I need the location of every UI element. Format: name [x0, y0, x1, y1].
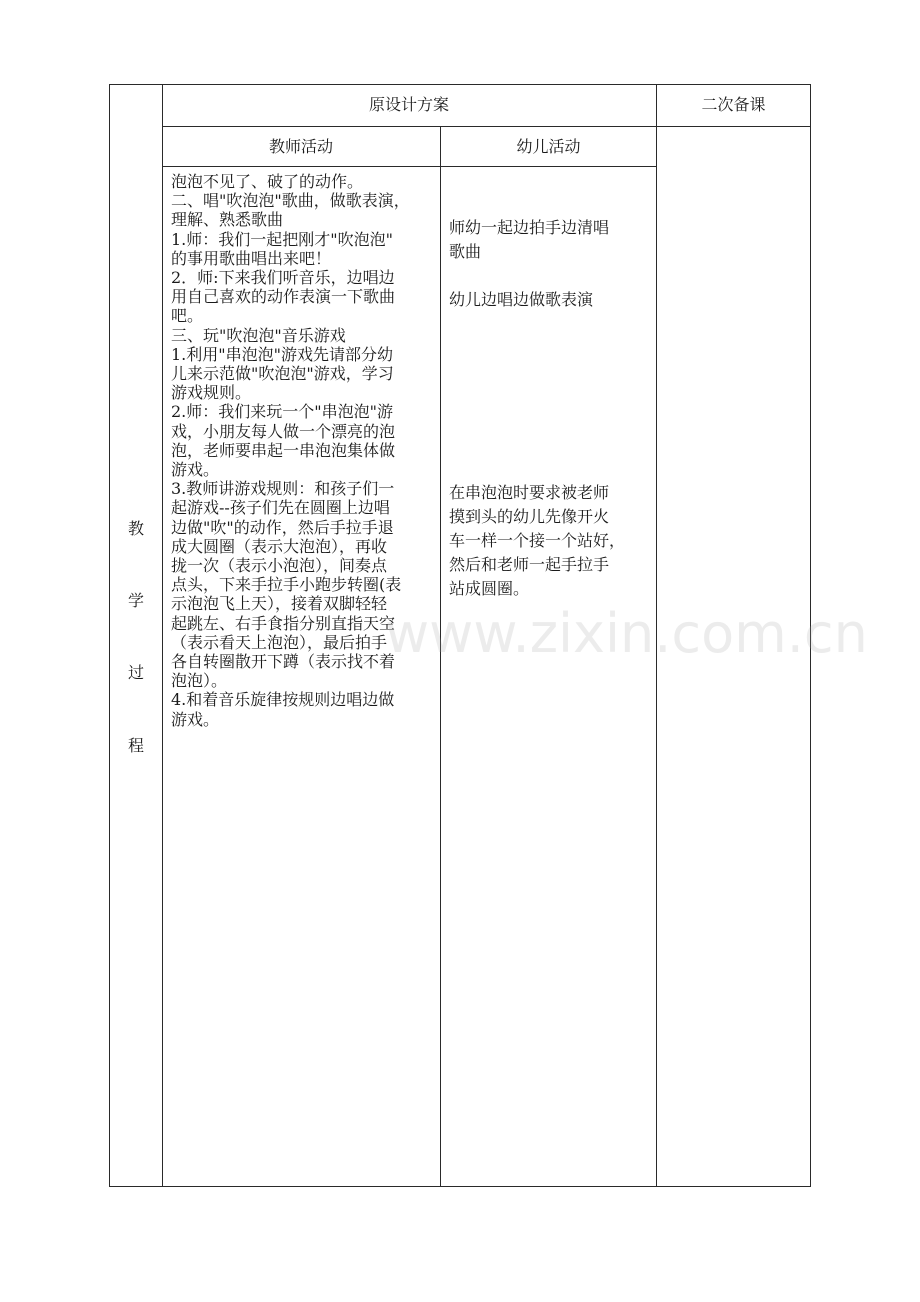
header-divider [162, 126, 811, 127]
child-line: 站成圆圈。 [449, 579, 530, 598]
child-activity-header: 幼儿活动 [516, 137, 581, 156]
teacher-line: 泡，老师要串起一串泡泡集体做 [171, 440, 396, 460]
subheader-divider [162, 166, 657, 167]
teacher-line: 的事用歌曲唱出来吧！ [171, 248, 332, 268]
plan-second-divider [656, 84, 657, 1187]
teacher-line: 起游戏--孩子们先在圆圈上边唱 [171, 498, 390, 518]
teacher-line: 吧。 [171, 306, 204, 326]
table-right-border [810, 84, 811, 1187]
child-line: 摸到头的幼儿先像开火 [449, 507, 610, 526]
child-line: 在串泡泡时要求被老师 [449, 483, 610, 502]
side-label-char-1: 教 [127, 519, 144, 538]
child-activity-block-1 [449, 216, 651, 264]
child-activity-block-3 [449, 481, 651, 601]
teacher-line: 二、唱"吹泡泡"歌曲，做歌表演， [171, 191, 410, 211]
teacher-activity-text [171, 172, 437, 729]
teacher-child-divider [440, 126, 441, 1187]
side-label-char-3: 过 [127, 663, 144, 682]
teacher-line: 起跳左、右手食指分别直指天空 [171, 613, 396, 633]
teacher-line: 拢一次（表示小泡泡），间奏点 [171, 556, 388, 576]
teacher-line: 2．师:下来我们听音乐，边唱边 [171, 268, 395, 288]
teacher-line: 1.利用"串泡泡"游戏先请部分幼 [171, 344, 393, 364]
child-line: 师幼一起边拍手边清唱 [449, 218, 610, 237]
teacher-line: 游戏。 [171, 709, 220, 729]
child-line: 幼儿边唱边做歌表演 [449, 290, 594, 309]
original-plan-header: 原设计方案 [368, 95, 449, 114]
teacher-line: 边做"吹"的动作，然后手拉手退 [171, 517, 394, 537]
teacher-line: 泡泡不见了、破了的动作。 [171, 172, 364, 191]
teacher-line: 1.师：我们一起把刚才"吹泡泡" [171, 229, 393, 249]
table-bottom-border [109, 1186, 811, 1187]
child-line: 车一样一个接一个站好， [449, 531, 626, 550]
child-line: 然后和老师一起手拉手 [449, 555, 610, 574]
teacher-line: 儿来示范做"吹泡泡"游戏，学习 [171, 364, 394, 384]
teacher-line: 理解、熟悉歌曲 [171, 210, 284, 230]
table-left-border [109, 84, 110, 1187]
teacher-line: 2.师：我们来玩一个"串泡泡"游 [171, 402, 393, 422]
side-label-char-2: 学 [127, 591, 144, 610]
teacher-line: 用自己喜欢的动作表演一下歌曲 [171, 287, 396, 307]
second-prep-header: 二次备课 [701, 95, 766, 114]
side-column-divider [162, 84, 163, 1187]
child-line: 歌曲 [449, 242, 482, 261]
teacher-line: 点头，下来手拉手小跑步转圈(表 [171, 575, 402, 595]
teacher-line: （表示看天上泡泡），最后拍手 [171, 632, 388, 652]
child-activity-block-2 [449, 288, 651, 312]
teacher-line: 4.和着音乐旋律按规则边唱边做 [171, 690, 395, 710]
teacher-line: 泡泡）。 [171, 671, 228, 691]
watermark: www.zixin.com.cn [385, 602, 868, 665]
teacher-activity-header: 教师活动 [268, 137, 333, 156]
teacher-line: 各自转圈散开下蹲（表示找不着 [171, 652, 396, 672]
teacher-line: 戏，小朋友每人做一个漂亮的泡 [171, 421, 396, 441]
teacher-line: 成大圆圈（表示大泡泡），再收 [171, 536, 388, 556]
teacher-line: 游戏。 [171, 460, 220, 480]
teacher-line: 3.教师讲游戏规则：和孩子们一 [171, 479, 395, 499]
table-top-border [109, 84, 811, 85]
teacher-line: 三、玩"吹泡泡"音乐游戏 [171, 325, 346, 345]
teacher-line: 游戏规则。 [171, 383, 252, 403]
side-label-char-4: 程 [127, 736, 144, 755]
teacher-line: 示泡泡飞上天），接着双脚轻轻 [171, 594, 388, 614]
